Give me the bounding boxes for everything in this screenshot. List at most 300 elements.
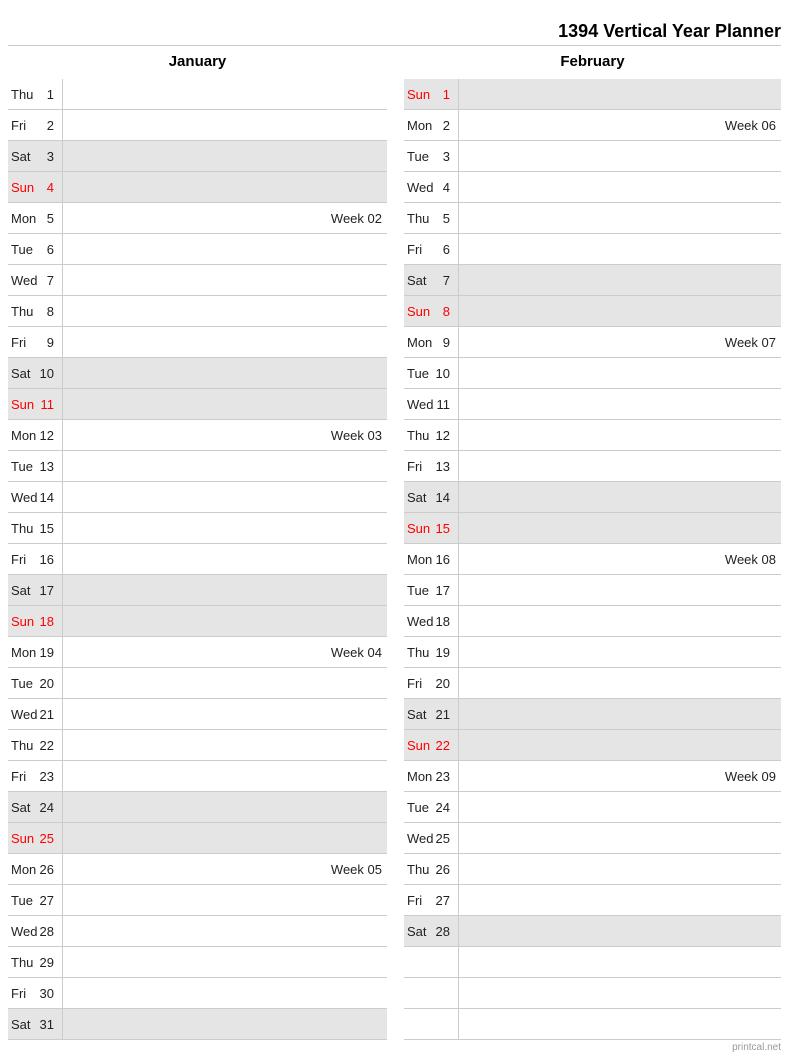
day-number: 23 xyxy=(39,768,54,784)
day-row xyxy=(404,792,781,823)
day-notes-area xyxy=(459,761,781,791)
day-row xyxy=(404,296,781,327)
day-notes-area xyxy=(459,296,781,326)
day-name: Wed xyxy=(407,179,434,195)
day-row xyxy=(8,823,387,854)
day-name: Thu xyxy=(407,427,430,443)
empty-day-label xyxy=(404,978,459,1008)
day-row xyxy=(404,761,781,792)
month-title: February xyxy=(560,53,625,70)
day-number: 28 xyxy=(39,923,54,939)
day-notes-area xyxy=(63,420,387,450)
day-notes-area xyxy=(459,420,781,450)
day-number: 15 xyxy=(435,520,450,536)
day-label xyxy=(8,606,63,636)
day-name: Sat xyxy=(407,272,427,288)
day-notes-area xyxy=(63,885,387,915)
day-label xyxy=(404,513,459,543)
day-label xyxy=(404,544,459,574)
day-row xyxy=(8,854,387,885)
day-number: 12 xyxy=(39,427,54,443)
day-notes-area xyxy=(459,327,781,357)
day-row xyxy=(404,79,781,110)
day-notes-area xyxy=(459,668,781,698)
day-notes-area xyxy=(63,265,387,295)
day-number: 17 xyxy=(435,582,450,598)
day-row xyxy=(8,1009,387,1040)
week-number-label: Week 04 xyxy=(330,644,382,660)
filler-row xyxy=(404,978,781,1009)
day-label xyxy=(404,885,459,915)
day-label xyxy=(404,110,459,140)
day-number: 18 xyxy=(39,613,54,629)
day-notes-area xyxy=(63,978,387,1008)
day-row xyxy=(404,358,781,389)
day-number: 2 xyxy=(46,117,54,133)
day-number: 5 xyxy=(46,210,54,226)
day-name: Fri xyxy=(407,675,423,691)
day-row xyxy=(8,358,387,389)
day-notes-area xyxy=(63,699,387,729)
day-label xyxy=(404,172,459,202)
day-notes-area xyxy=(459,451,781,481)
day-label xyxy=(8,730,63,760)
day-row xyxy=(404,668,781,699)
day-notes-area xyxy=(459,110,781,140)
day-notes-area xyxy=(63,389,387,419)
day-notes-area xyxy=(63,792,387,822)
day-number: 27 xyxy=(39,892,54,908)
empty-notes-area xyxy=(459,1009,781,1039)
day-notes-area xyxy=(459,792,781,822)
day-number: 3 xyxy=(442,148,450,164)
day-number: 16 xyxy=(435,551,450,567)
day-row xyxy=(8,327,387,358)
day-row xyxy=(404,699,781,730)
month-column-january xyxy=(8,45,387,1040)
day-number: 26 xyxy=(39,861,54,877)
day-number: 27 xyxy=(435,892,450,908)
day-number: 16 xyxy=(39,551,54,567)
day-number: 14 xyxy=(435,489,450,505)
day-label xyxy=(404,296,459,326)
day-name: Sun xyxy=(407,737,431,753)
day-name: Thu xyxy=(11,954,34,970)
day-number: 19 xyxy=(39,644,54,660)
day-row xyxy=(8,203,387,234)
day-name: Sat xyxy=(407,706,427,722)
day-number: 3 xyxy=(46,148,54,164)
filler-row xyxy=(404,947,781,978)
day-name: Fri xyxy=(11,768,27,784)
day-row xyxy=(8,234,387,265)
day-name: Tue xyxy=(11,241,33,257)
day-name: Tue xyxy=(11,892,33,908)
day-row xyxy=(8,699,387,730)
day-number: 1 xyxy=(46,86,54,102)
day-number: 12 xyxy=(435,427,450,443)
day-name: Fri xyxy=(11,334,27,350)
day-name: Sat xyxy=(11,365,31,381)
day-name: Thu xyxy=(407,644,430,660)
day-row xyxy=(404,389,781,420)
day-notes-area xyxy=(63,296,387,326)
day-notes-area xyxy=(63,358,387,388)
day-notes-area xyxy=(459,544,781,574)
day-row xyxy=(8,265,387,296)
day-row xyxy=(8,916,387,947)
day-name: Sun xyxy=(11,179,35,195)
month-title: January xyxy=(168,53,227,70)
day-number: 15 xyxy=(39,520,54,536)
day-number: 9 xyxy=(442,334,450,350)
week-number-label: Week 06 xyxy=(724,117,776,133)
day-notes-area xyxy=(63,823,387,853)
day-label xyxy=(8,978,63,1008)
day-number: 11 xyxy=(436,396,450,412)
day-row xyxy=(404,513,781,544)
day-number: 21 xyxy=(435,706,450,722)
empty-day-label xyxy=(404,947,459,977)
day-notes-area xyxy=(63,637,387,667)
day-notes-area xyxy=(459,823,781,853)
day-number: 18 xyxy=(435,613,450,629)
day-label xyxy=(8,823,63,853)
day-notes-area xyxy=(459,699,781,729)
day-number: 5 xyxy=(442,210,450,226)
page-title: 1394 Vertical Year Planner xyxy=(558,21,781,41)
day-notes-area xyxy=(63,947,387,977)
day-row xyxy=(404,172,781,203)
day-notes-area xyxy=(63,172,387,202)
day-label xyxy=(404,482,459,512)
day-number: 10 xyxy=(435,365,450,381)
day-number: 31 xyxy=(39,1016,54,1032)
day-row xyxy=(404,823,781,854)
day-row xyxy=(404,544,781,575)
day-row xyxy=(404,916,781,947)
day-notes-area xyxy=(459,916,781,946)
day-name: Sat xyxy=(11,148,31,164)
day-number: 19 xyxy=(435,644,450,660)
day-number: 25 xyxy=(39,830,54,846)
day-name: Mon xyxy=(11,427,37,443)
day-name: Mon xyxy=(11,210,37,226)
day-label xyxy=(8,1009,63,1039)
day-row xyxy=(8,606,387,637)
day-label xyxy=(404,389,459,419)
day-name: Thu xyxy=(11,86,34,102)
day-name: Wed xyxy=(407,613,434,629)
day-name: Tue xyxy=(11,675,33,691)
day-notes-area xyxy=(63,110,387,140)
day-name: Sat xyxy=(11,799,31,815)
day-name: Thu xyxy=(11,737,34,753)
day-name: Wed xyxy=(407,830,434,846)
day-row xyxy=(404,637,781,668)
week-number-label: Week 07 xyxy=(724,334,776,350)
day-notes-area xyxy=(459,885,781,915)
day-row xyxy=(8,389,387,420)
day-row xyxy=(404,730,781,761)
day-name: Sun xyxy=(407,303,431,319)
day-row xyxy=(8,637,387,668)
day-row xyxy=(8,513,387,544)
day-row xyxy=(404,420,781,451)
day-label xyxy=(8,79,63,109)
day-label xyxy=(8,575,63,605)
empty-notes-area xyxy=(459,978,781,1008)
day-name: Thu xyxy=(407,210,430,226)
day-number: 22 xyxy=(435,737,450,753)
month-column-february xyxy=(404,45,781,1040)
credit-text: printcal.net xyxy=(732,1042,781,1053)
day-label xyxy=(404,761,459,791)
day-number: 13 xyxy=(39,458,54,474)
day-row xyxy=(8,79,387,110)
day-label xyxy=(8,544,63,574)
day-row xyxy=(404,265,781,296)
day-notes-area xyxy=(63,575,387,605)
day-name: Fri xyxy=(407,241,423,257)
day-number: 1 xyxy=(442,86,450,102)
day-notes-area xyxy=(63,327,387,357)
day-name: Mon xyxy=(407,334,433,350)
day-row xyxy=(8,451,387,482)
day-number: 29 xyxy=(39,954,54,970)
day-row xyxy=(404,575,781,606)
day-label xyxy=(404,916,459,946)
day-label xyxy=(404,265,459,295)
day-notes-area xyxy=(459,389,781,419)
day-row xyxy=(8,482,387,513)
day-notes-area xyxy=(63,1009,387,1039)
day-number: 4 xyxy=(442,179,450,195)
day-notes-area xyxy=(63,668,387,698)
day-label xyxy=(8,885,63,915)
day-number: 10 xyxy=(39,365,54,381)
day-number: 26 xyxy=(435,861,450,877)
day-label xyxy=(8,513,63,543)
day-label xyxy=(404,575,459,605)
week-number-label: Week 03 xyxy=(330,427,382,443)
day-name: Fri xyxy=(407,458,423,474)
day-row xyxy=(8,885,387,916)
day-name: Fri xyxy=(11,985,27,1001)
day-name: Wed xyxy=(11,923,38,939)
day-label xyxy=(8,358,63,388)
day-notes-area xyxy=(63,854,387,884)
day-name: Fri xyxy=(11,117,27,133)
day-name: Wed xyxy=(11,489,38,505)
day-name: Tue xyxy=(407,365,429,381)
day-label xyxy=(404,79,459,109)
day-label xyxy=(404,420,459,450)
day-notes-area xyxy=(459,513,781,543)
day-notes-area xyxy=(459,203,781,233)
day-notes-area xyxy=(63,203,387,233)
day-label xyxy=(8,420,63,450)
day-label xyxy=(404,358,459,388)
day-row xyxy=(404,110,781,141)
day-notes-area xyxy=(63,916,387,946)
day-name: Fri xyxy=(407,892,423,908)
day-label xyxy=(8,637,63,667)
day-label xyxy=(8,172,63,202)
day-row xyxy=(404,327,781,358)
day-name: Mon xyxy=(11,861,37,877)
day-number: 20 xyxy=(39,675,54,691)
day-notes-area xyxy=(63,513,387,543)
day-name: Thu xyxy=(11,520,34,536)
day-row xyxy=(8,668,387,699)
day-name: Thu xyxy=(11,303,34,319)
day-label xyxy=(8,451,63,481)
day-name: Sat xyxy=(407,489,427,505)
day-number: 2 xyxy=(442,117,450,133)
filler-row xyxy=(404,1009,781,1040)
day-label xyxy=(404,637,459,667)
day-notes-area xyxy=(63,761,387,791)
day-label xyxy=(8,296,63,326)
empty-day-label xyxy=(404,1009,459,1039)
day-number: 6 xyxy=(46,241,54,257)
day-number: 7 xyxy=(46,272,54,288)
week-number-label: Week 09 xyxy=(724,768,776,784)
day-label xyxy=(404,141,459,171)
day-row xyxy=(404,885,781,916)
day-row xyxy=(8,761,387,792)
day-label xyxy=(8,761,63,791)
day-label xyxy=(8,916,63,946)
day-notes-area xyxy=(459,79,781,109)
day-notes-area xyxy=(459,234,781,264)
day-name: Wed xyxy=(11,272,38,288)
day-number: 25 xyxy=(435,830,450,846)
day-number: 22 xyxy=(39,737,54,753)
day-name: Mon xyxy=(407,768,433,784)
day-label xyxy=(8,854,63,884)
day-row xyxy=(404,141,781,172)
day-name: Tue xyxy=(407,148,429,164)
day-label xyxy=(8,389,63,419)
day-name: Tue xyxy=(407,582,429,598)
day-number: 30 xyxy=(39,985,54,1001)
day-row xyxy=(8,172,387,203)
day-label xyxy=(404,234,459,264)
day-row xyxy=(8,110,387,141)
day-number: 8 xyxy=(442,303,450,319)
day-row xyxy=(8,792,387,823)
day-notes-area xyxy=(459,141,781,171)
day-label xyxy=(8,110,63,140)
day-notes-area xyxy=(459,637,781,667)
day-label xyxy=(404,730,459,760)
day-notes-area xyxy=(63,482,387,512)
day-name: Wed xyxy=(407,396,434,412)
day-row xyxy=(8,575,387,606)
day-name: Fri xyxy=(11,551,27,567)
day-number: 20 xyxy=(435,675,450,691)
day-name: Sun xyxy=(407,520,431,536)
day-row xyxy=(404,203,781,234)
day-name: Tue xyxy=(11,458,33,474)
day-notes-area xyxy=(63,730,387,760)
day-label xyxy=(8,141,63,171)
day-name: Mon xyxy=(407,117,433,133)
day-notes-area xyxy=(63,234,387,264)
day-number: 24 xyxy=(435,799,450,815)
day-name: Sun xyxy=(11,396,35,412)
day-number: 13 xyxy=(435,458,450,474)
day-name: Tue xyxy=(407,799,429,815)
day-notes-area xyxy=(63,451,387,481)
day-label xyxy=(8,203,63,233)
day-label xyxy=(404,699,459,729)
day-row xyxy=(404,606,781,637)
day-row xyxy=(8,978,387,1009)
day-row xyxy=(404,451,781,482)
day-row xyxy=(404,482,781,513)
day-row xyxy=(8,296,387,327)
day-number: 6 xyxy=(442,241,450,257)
day-number: 4 xyxy=(46,179,54,195)
day-label xyxy=(8,947,63,977)
day-notes-area xyxy=(63,606,387,636)
day-label xyxy=(404,823,459,853)
day-row xyxy=(404,854,781,885)
day-notes-area xyxy=(63,544,387,574)
day-notes-area xyxy=(459,854,781,884)
week-number-label: Week 02 xyxy=(330,210,382,226)
day-name: Sat xyxy=(11,582,31,598)
week-number-label: Week 08 xyxy=(724,551,776,567)
day-label xyxy=(404,668,459,698)
day-notes-area xyxy=(459,606,781,636)
day-label xyxy=(404,792,459,822)
day-notes-area xyxy=(459,265,781,295)
day-row xyxy=(8,141,387,172)
week-number-label: Week 05 xyxy=(330,861,382,877)
day-number: 9 xyxy=(46,334,54,350)
day-number: 28 xyxy=(435,923,450,939)
day-notes-area xyxy=(63,141,387,171)
day-label xyxy=(404,451,459,481)
day-name: Mon xyxy=(407,551,433,567)
day-number: 24 xyxy=(39,799,54,815)
day-number: 7 xyxy=(442,272,450,288)
day-notes-area xyxy=(459,730,781,760)
day-label xyxy=(404,203,459,233)
day-label xyxy=(8,668,63,698)
day-label xyxy=(8,792,63,822)
day-row xyxy=(8,947,387,978)
day-name: Wed xyxy=(11,706,38,722)
day-label xyxy=(404,606,459,636)
day-number: 11 xyxy=(40,396,54,412)
day-notes-area xyxy=(459,172,781,202)
day-label xyxy=(8,265,63,295)
day-number: 17 xyxy=(39,582,54,598)
day-row xyxy=(8,420,387,451)
day-label xyxy=(8,327,63,357)
day-notes-area xyxy=(459,358,781,388)
empty-notes-area xyxy=(459,947,781,977)
day-number: 21 xyxy=(39,706,54,722)
day-number: 8 xyxy=(46,303,54,319)
day-row xyxy=(404,234,781,265)
day-label xyxy=(404,327,459,357)
